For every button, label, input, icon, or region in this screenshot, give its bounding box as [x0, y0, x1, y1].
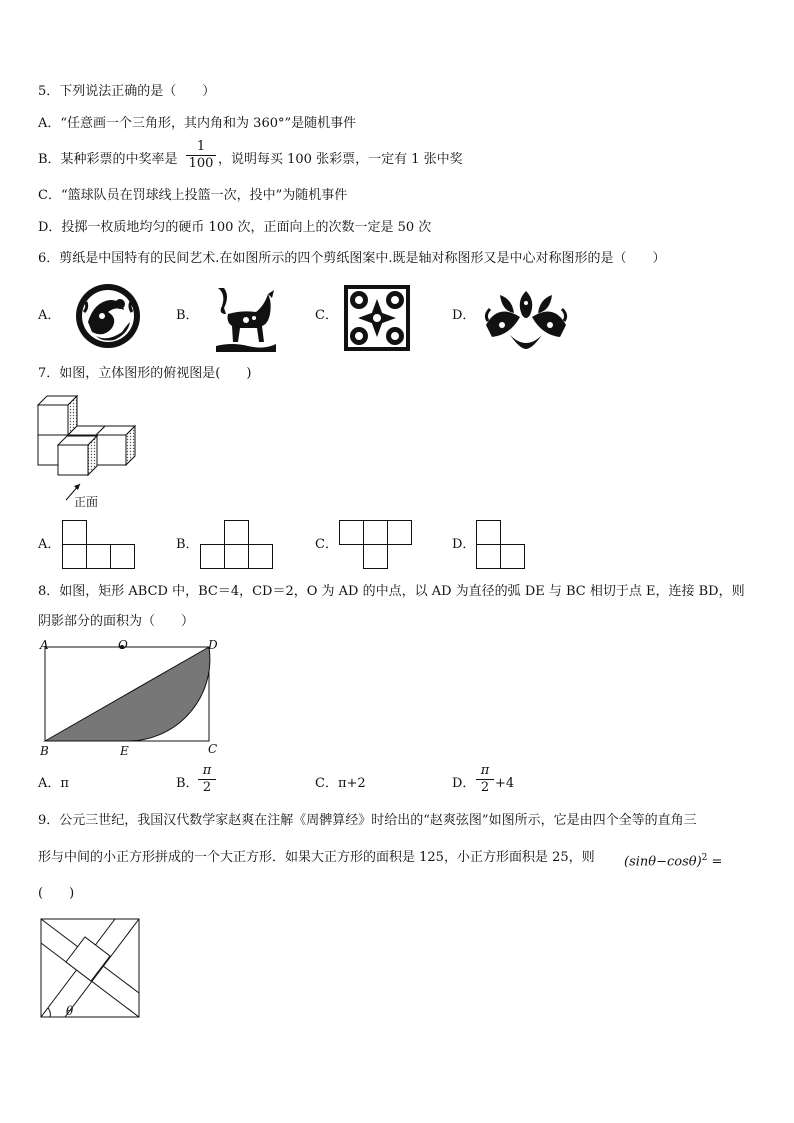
q7-label-c: C．	[315, 537, 338, 552]
q5-stem: 5．下列说法正确的是（ ）	[38, 84, 216, 99]
q7-option-d-figure	[476, 520, 526, 570]
q5-option-d: D．投掷一枚质地均匀的硬币 100 次，正面向上的次数一定是 50 次	[38, 220, 432, 235]
q9-answer-paren: ( )	[38, 886, 75, 901]
q9-theta-label: θ	[66, 1004, 74, 1018]
q7-stem: 7．如图，立体图形的俯视图是( )	[38, 366, 252, 381]
q6-label-c: C．	[315, 308, 338, 323]
q8-option-d-label: D．	[452, 776, 476, 791]
fraction-denominator: 2	[480, 780, 490, 795]
q8-option-a: A．π	[38, 776, 69, 791]
q8-point-a: A	[40, 638, 49, 652]
papercut-b-image	[212, 284, 280, 354]
q8-option-d-fraction	[476, 764, 494, 795]
q5-option-b-prefix: B．某种彩票的中奖率是	[38, 152, 178, 167]
q8-option-b-label: B．	[176, 776, 199, 791]
fraction-denominator: 100	[188, 156, 214, 171]
q9-exponent: 2	[701, 853, 708, 863]
papercut-a-image	[74, 282, 142, 350]
q8-rectangle-figure	[44, 646, 212, 744]
q9-stem-line1: 9．公元三世纪，我国汉代数学家赵爽在注解《周髀算经》时给出的“赵爽弦图”如图所示，它是由四个全等的直角三	[38, 813, 697, 828]
q5-option-a: A．“任意画一个三角形，其内角和为 360°”是随机事件	[38, 116, 357, 131]
q8-point-d: D	[208, 638, 218, 652]
papercut-c-image	[344, 285, 410, 351]
q9-expression-body: (sinθ−cosθ)	[624, 854, 702, 870]
q7-front-label: 正面	[74, 495, 99, 509]
q8-point-o: O	[118, 638, 128, 652]
fraction-denominator: 2	[202, 780, 212, 795]
q7-option-a-figure	[62, 520, 136, 570]
q7-option-c-figure	[339, 520, 413, 570]
q6-label-a: A．	[38, 308, 61, 323]
q9-stem-line2: 形与中间的小正方形拼成的一个大正方形．如果大正方形的面积是 125，小正方形面积是 25，则	[38, 850, 595, 865]
q8-option-c: C．π+2	[315, 776, 366, 791]
q5-option-b-fraction	[186, 140, 216, 171]
q8-option-b-fraction	[198, 764, 216, 795]
q5-option-c: C．“篮球队员在罚球线上投篮一次，投中”为随机事件	[38, 188, 348, 203]
q6-label-b: B．	[176, 308, 199, 323]
q7-option-b-figure	[200, 520, 274, 570]
q7-solid-figure	[36, 396, 140, 508]
q6-label-d: D．	[452, 308, 476, 323]
q9-equals: =	[711, 854, 723, 870]
q6-stem: 6．剪纸是中国特有的民间艺术.在如图所示的四个剪纸图案中.既是轴对称图形又是中心对称图形的是（ ）	[38, 251, 666, 266]
q5-option-b-suffix: ，说明每买 100 张彩票，一定有 1 张中奖	[218, 152, 463, 167]
q9-zhao-shuang-diagram	[40, 918, 142, 1020]
fraction-numerator: π	[480, 763, 490, 778]
q8-option-d-suffix: +4	[495, 776, 515, 791]
q8-point-c: C	[208, 742, 218, 756]
q9-expression	[624, 850, 722, 870]
q8-stem-line1: 8．如图，矩形 ABCD 中，BC＝4，CD＝2，O 为 AD 的中点，以 AD 为直径的弧 DE 与 BC 相切于点 E，连接 BD，则	[38, 584, 745, 599]
q8-stem-line2: 阴影部分的面积为（ ）	[38, 614, 195, 629]
q8-point-b: B	[40, 744, 49, 758]
q7-label-a: A．	[38, 537, 61, 552]
fraction-numerator: 1	[196, 139, 206, 154]
papercut-d-image	[480, 285, 572, 353]
fraction-numerator: π	[202, 763, 212, 778]
q7-label-d: D．	[452, 537, 476, 552]
q7-label-b: B．	[176, 537, 199, 552]
q8-point-e: E	[120, 744, 129, 758]
